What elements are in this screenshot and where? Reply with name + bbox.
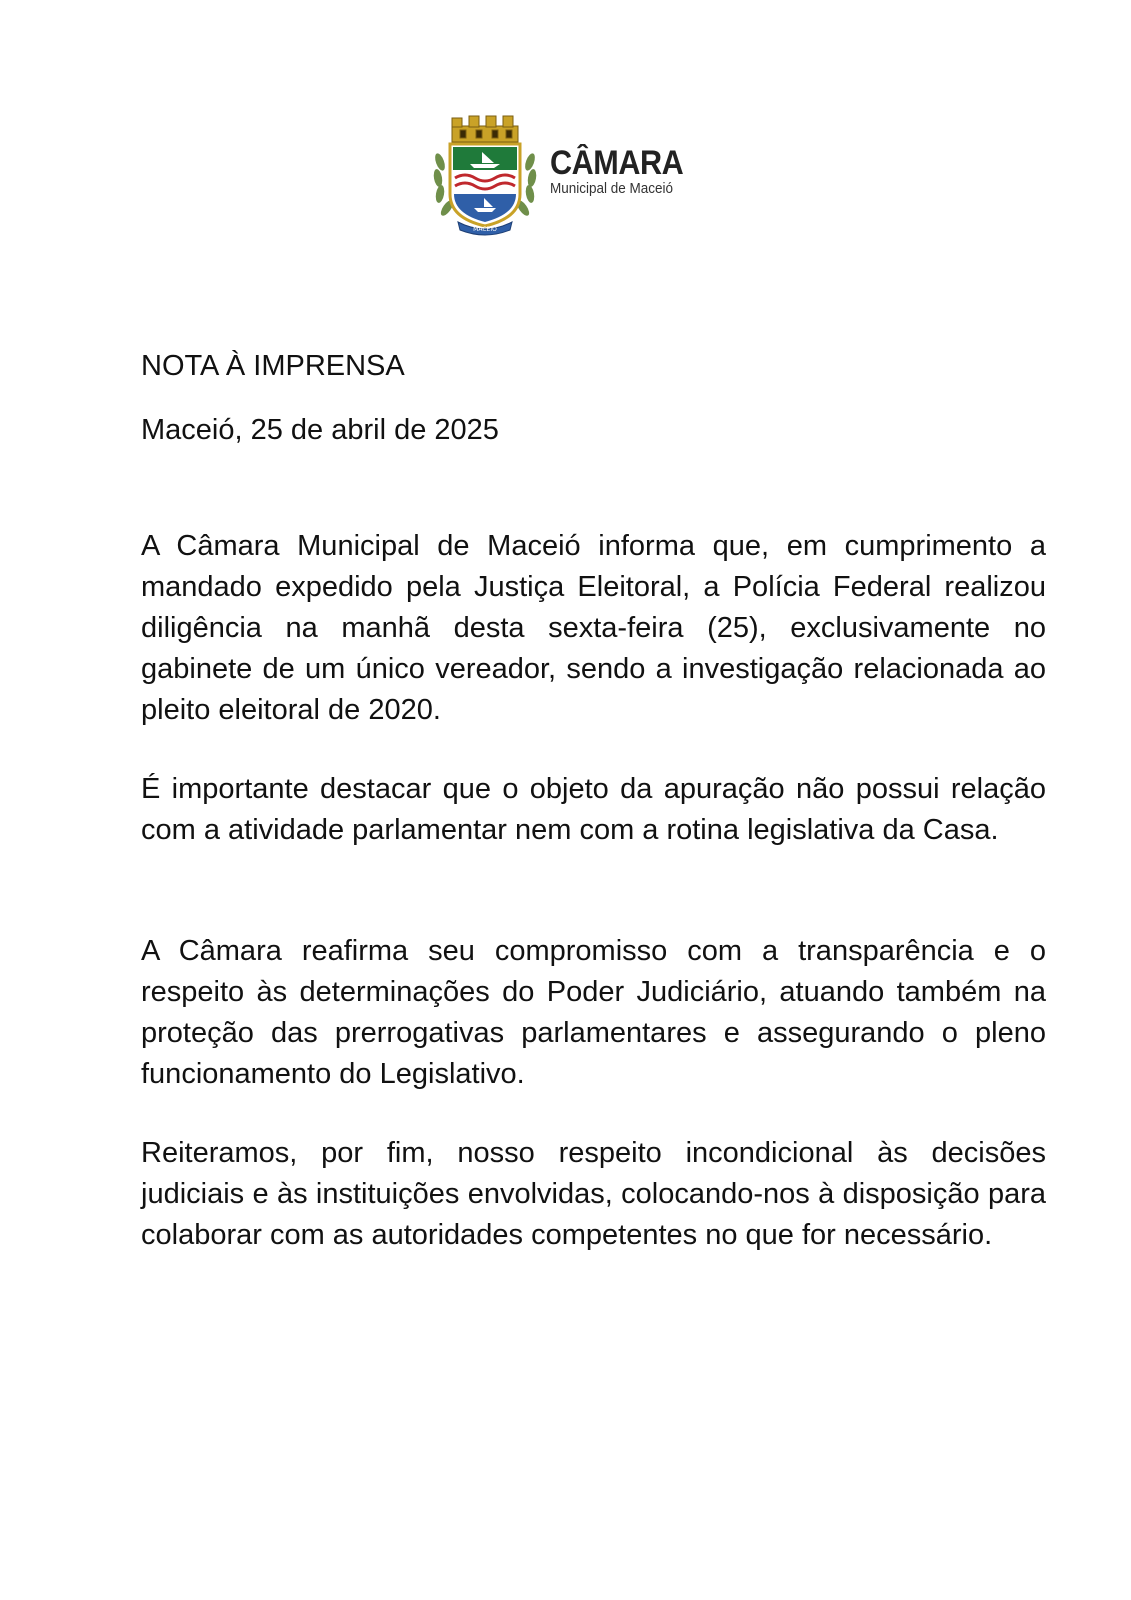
paragraph-3: A Câmara reafirma seu compromisso com a transparência e o respeito às determinações do Poder Judiciário, atuando também na proteção das prerrogativas parlamentares e assegurando o pleno funcionamento do Legislativo. [141,935,1046,1090]
document-heading: NOTA À IMPRENSA [141,350,405,382]
paragraph-4: Reiteramos, por fim, nosso respeito incondicional às decisões judiciais e às instituições envolvidas, colocando-nos à disposição para colaborar com as autoridades competentes no que for necessário. [141,1137,1046,1251]
logo-text [550,146,698,198]
logo-subtitle: Municipal de Maceió [550,180,674,197]
paragraph-1: A Câmara Municipal de Maceió informa que, em cumprimento a mandado expedido pela Justiça Eleitoral, a Polícia Federal realizou diligência na manhã desta sexta-feira (25), exclusivamente no gabinete de um único vereador, sendo a investigação relacionada ao pleito eleitoral de 2020. [141,530,1046,726]
logo-title: CÂMARA [550,144,684,182]
date-line: Maceió, 25 de abril de 2025 [141,414,499,446]
header-logo [430,112,710,240]
crest-ribbon-text: MACEIÓ [473,226,497,233]
crown [452,116,518,142]
city-crest-icon [430,112,540,238]
paragraph-2: É importante destacar que o objeto da apuração não possui relação com a atividade parlamentar nem com a rotina legislativa da Casa. [141,773,1046,846]
